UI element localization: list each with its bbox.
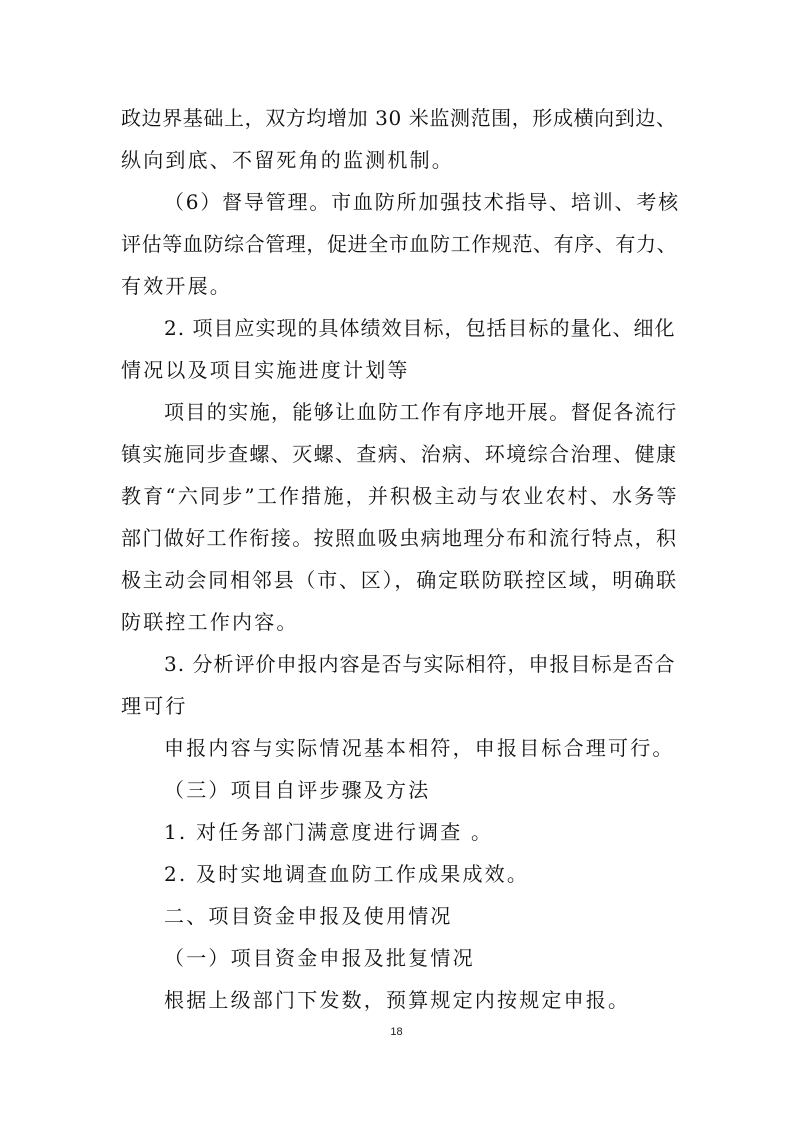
text-line-13: 防联控工作内容。	[121, 610, 299, 634]
text-line-16: 申报内容与实际情况基本相符，申报目标合理可行。	[164, 736, 675, 760]
text-line-14: 3. 分析评价申报内容是否与实际相符，申报目标是否合	[164, 652, 676, 676]
text-line-19: 2. 及时实地调查血防工作成果成效。	[164, 862, 530, 886]
text-line-18: 1. 对任务部门满意度进行调查 。	[164, 820, 494, 844]
text-line-7: 情况以及项目实施进度计划等	[121, 358, 410, 382]
text-line-5: 有效开展。	[121, 274, 232, 298]
text-line-6: 2. 项目应实现的具体绩效目标，包括目标的量化、细化	[164, 316, 676, 340]
text-line-3: （6）督导管理。市血防所加强技术指导、培训、考核	[164, 190, 680, 214]
text-line-8: 项目的实施，能够让血防工作有序地开展。督促各流行	[164, 400, 678, 424]
text-line-17: （三）项目自评步骤及方法	[164, 778, 431, 802]
text-line-11: 部门做好工作衔接。按照血吸虫病地理分布和流行特点，积	[121, 526, 678, 550]
text-line-20: 二、项目资金申报及使用情况	[164, 904, 453, 928]
text-line-4: 评估等血防综合管理，促进全市血防工作规范、有序、有力、	[121, 232, 678, 256]
text-line-1: 政边界基础上，双方均增加 30 米监测范围，形成横向到边、	[121, 106, 677, 130]
text-line-22: 根据上级部门下发数，预算规定内按规定申报。	[164, 988, 631, 1012]
text-line-21: （一）项目资金申报及批复情况	[164, 946, 475, 970]
text-line-15: 理可行	[121, 694, 188, 718]
text-line-2: 纵向到底、不留死角的监测机制。	[121, 148, 454, 172]
text-line-12: 极主动会同相邻县（市、区），确定联防联控区域，明确联	[121, 568, 678, 592]
text-line-9: 镇实施同步查螺、灭螺、查病、治病、环境综合治理、健康	[121, 442, 678, 466]
text-line-10: 教育“六同步”工作措施，并积极主动与农业农村、水务等	[121, 484, 679, 508]
page-number: 18	[390, 1026, 403, 1038]
